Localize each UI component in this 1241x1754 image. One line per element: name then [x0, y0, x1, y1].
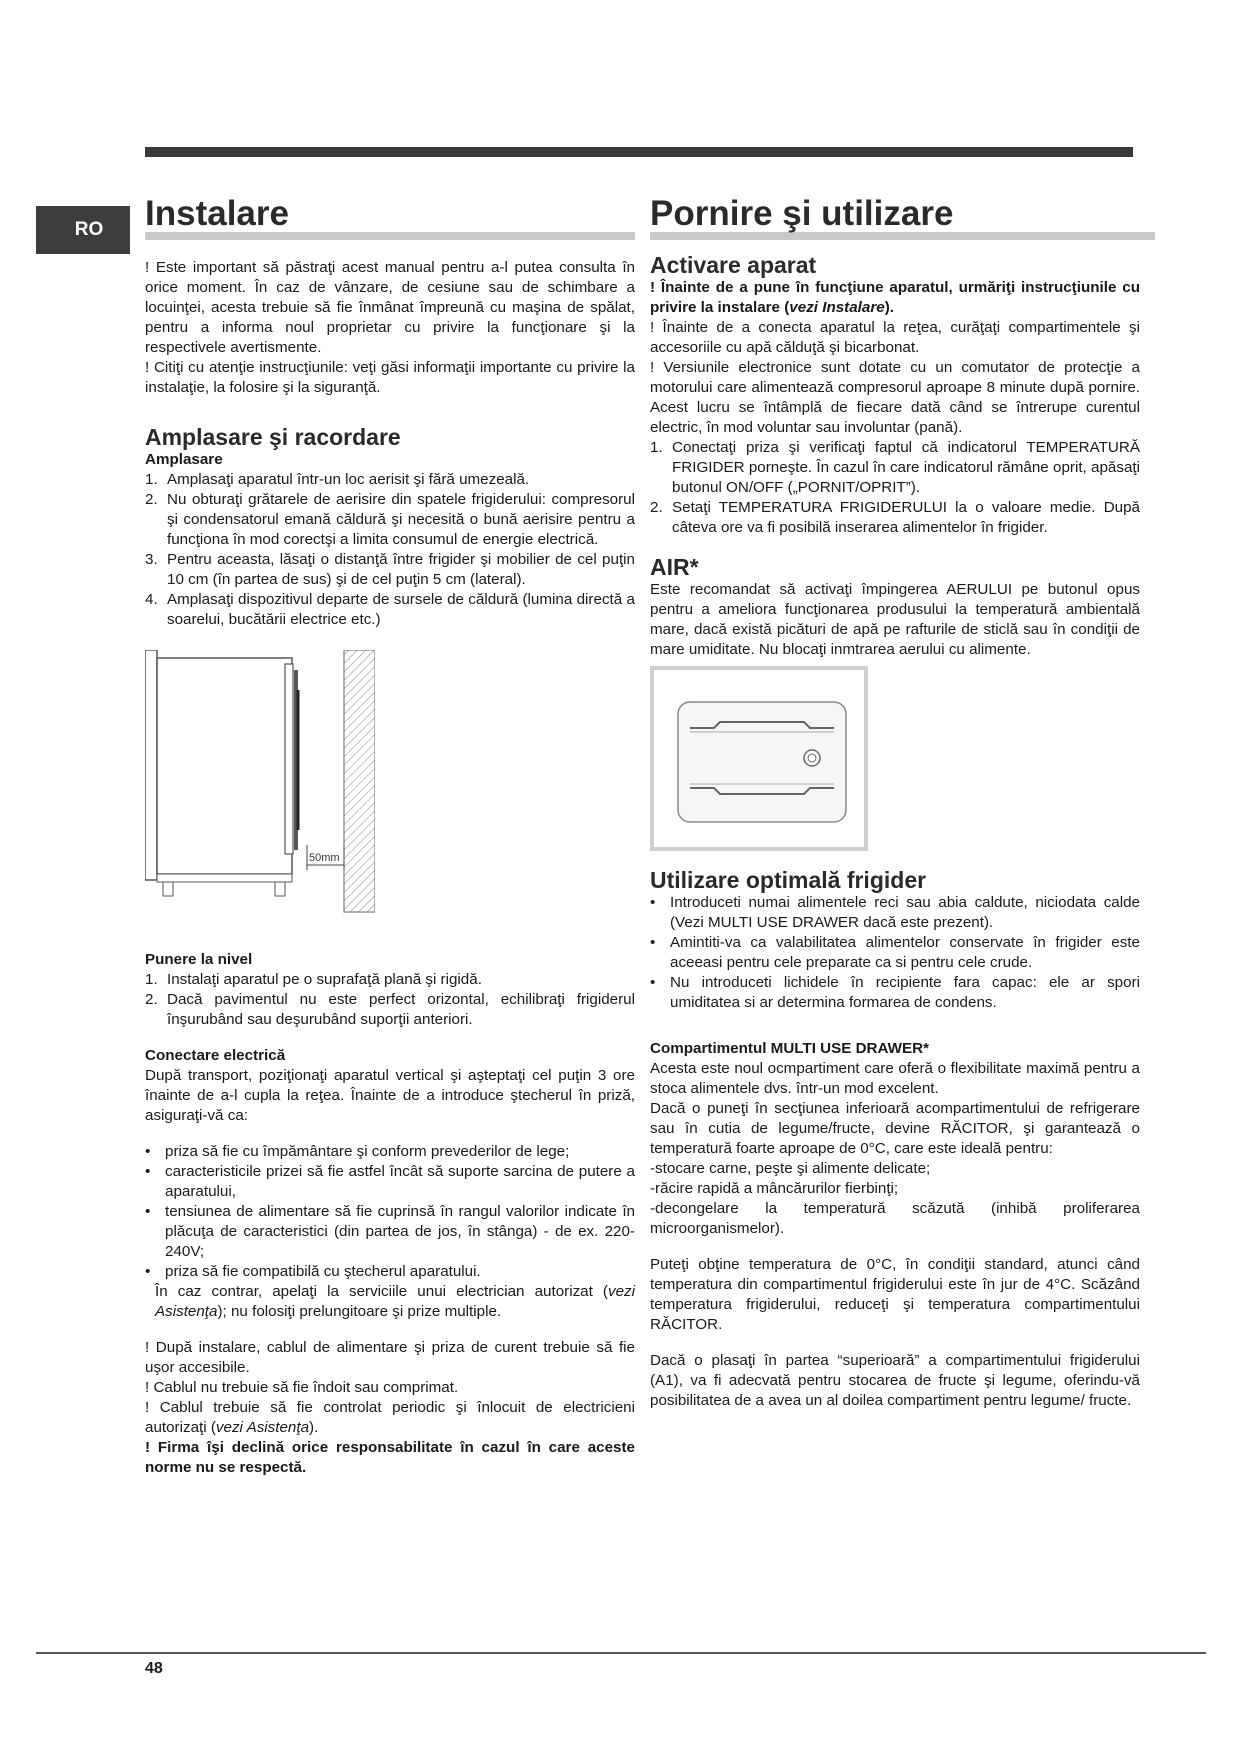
- drawer-paragraph-4: Dacă o plasaţi în partea “superioară” a compartimentului frigiderului (A1), va fi adecvată pentru stocarea de fructe şi legume, oferindu-vă posibilitatea de a avea un al doilea compartiment pentru legume/ fructe.: [650, 1352, 1140, 1409]
- list-item: 1. Conectaţi priza şi verificaţi faptul că indicatorul TEMPERATURĂ FRIGIDER porneşte. În cazul în care indicatorul rămâne oprit, apăsaţi butonul ON/OFF („PORNIT/OPRIT”).: [650, 439, 1140, 496]
- list-item: • priza să fie cu împământare şi conform prevederilor de lege;: [145, 1142, 635, 1162]
- drawer-paragraph-2: Dacă o puneţi în secţiunea inferioară acompartimentului de refrigerare sau în cutia de legume/fructe, devine RĂCITOR, şi garantează o temperatură foarte aproape de 0°C, care este ideală pentru:: [650, 1100, 1140, 1157]
- list-item: 4. Amplasaţi dispozitivul departe de sursele de căldură (lumina directă a soarelui, bucătării electrice etc.): [145, 591, 635, 628]
- air-title: AIR*: [650, 554, 699, 580]
- fridge-clearance-diagram: [145, 650, 375, 920]
- drawer-list-item: -decongelare la temperatură scăzută (inhibă proliferarea microorganismelor).: [650, 1200, 1140, 1237]
- level-title: Punere la nivel: [145, 951, 253, 968]
- drawer-title: Compartimentul MULTI USE DRAWER*: [650, 1040, 930, 1057]
- activate-list: [650, 438, 1140, 538]
- page-number: 48: [145, 1660, 163, 1677]
- placement-subtitle: Amplasare: [145, 451, 223, 468]
- footer-rule: [36, 1652, 1206, 1654]
- list-item: 1. Instalaţi aparatul pe o suprafaţă plană şi rigidă.: [145, 971, 482, 988]
- column-installation: [145, 194, 635, 1478]
- drawer-paragraph-1: Acesta este noul ocmpartiment care oferă o flexibilitate maximă pentru a stoca alimentele dvs. într-un mod excelent.: [650, 1060, 1140, 1097]
- intro-paragraph-2: ! Citiţi cu atenţie instrucţiunile: veţi găsi informaţii importante cu privire la instalaţie, la folosire şi la siguranţă.: [145, 359, 635, 396]
- note-disclaimer: ! Firma îşi declină orice responsabilitate în cazul în care aceste norme nu se respectă.: [145, 1439, 635, 1476]
- title-text: Instalare: [145, 194, 289, 233]
- note-3: ! Cablul trebuie să fie controlat periodic şi înlocuit de electricieni autorizaţi (vezi Asistenţa).: [145, 1399, 635, 1436]
- electric-list: [145, 1142, 635, 1282]
- intro-paragraph-1: ! Este important să păstraţi acest manual pentru a-l putea consulta în orice moment. În caz de vânzare, de cesiune sau de schimbare a locuinţei, acesta trebuie să fie înmânat împreună cu maşina de spălat, pentru a informa noul proprietar cu privire la funcţionare şi la respectivele avertismente.: [145, 259, 635, 356]
- list-item: 2. Setaţi TEMPERATURA FRIGIDERULUI la o valoare medie. După câteva ore va fi posibilă inserarea alimentelor în frigider.: [650, 499, 1140, 536]
- optimal-use-title: Utilizare optimală frigider: [650, 867, 927, 893]
- activate-paragraph-1: ! Înainte de a conecta aparatul la reţea, curăţaţi compartimentele şi accesoriile cu apă călduţă şi bicarbonat.: [650, 319, 1140, 356]
- activate-title: Activare aparat: [650, 252, 817, 278]
- drawer-list-item: -stocare carne, peşte şi alimente delicate;: [650, 1160, 931, 1177]
- list-item: 2. Dacă pavimentul nu este perfect orizontal, echilibraţi frigiderul înşurubând sau deşurubând suporţii anteriori.: [145, 991, 635, 1028]
- list-item: 1. Amplasaţi aparatul într-un loc aerisit şi fără umezeală.: [145, 471, 530, 488]
- drawer-list-item: -răcire rapidă a mâncărurilor fierbinţi;: [650, 1180, 899, 1197]
- electric-contrary: În caz contrar, apelaţi la serviciile unui electrician autorizat (vezi Asistenţa); nu folosiţi prelungitoare şi prize multiple.: [155, 1283, 635, 1320]
- air-paragraph: Este recomandat să activaţi împingerea AERULUI pe butonul opus pentru a ameliora funcţionarea produsului la temperatură ambientală mare, dacă există picături de apă pe rafturile de sticlă sau în condiţii de mare umiditate. Nu blocaţi inmtrarea aerului cu alimente.: [650, 581, 1140, 658]
- electric-title: Conectare electrică: [145, 1047, 286, 1064]
- placement-list: [145, 470, 635, 630]
- language-label: RO: [74, 219, 104, 240]
- title-text: Pornire şi utilizare: [650, 194, 954, 233]
- activate-paragraph-2: ! Versiunile electronice sunt dotate cu un comutator de protecţie a motorului care alimentează compresorul aproape 8 minute după pornire. Acest lucru se întâmplă de fiecare dată când se întrerupe curentul electric, în mod voluntar sau involuntar (pană).: [650, 359, 1140, 436]
- column-start-use: [650, 194, 1140, 1411]
- electric-intro: După transport, poziţionaţi aparatul vertical şi aşteptaţi cel puţin 3 ore înainte de a-l cupla la reţea. Înainte de a introduce ştecherul în priză, asiguraţi-vă ca:: [145, 1067, 635, 1124]
- list-item: • Amintiti-va ca valabilitatea alimentelor conservate în frigider este aceeasi pentru cele preparate ca si pentru cele crude.: [650, 933, 1140, 973]
- list-item: • caracteristicile prizei să fie astfel încât să suporte sarcina de putere a aparatului,: [145, 1162, 635, 1202]
- fridge-side-diagram: [145, 650, 375, 920]
- section-title-start-use: [650, 194, 1140, 240]
- list-item: • Nu introduceti lichidele în recipiente fara capac: ele ar spori umiditatea si ar determina formarea de condens.: [650, 973, 1140, 1013]
- list-item: 3. Pentru aceasta, lăsaţi o distanţă între frigider şi mobilier de cel puţin 10 cm (în partea de sus) şi de cel puţin 5 cm (lateral).: [145, 551, 635, 588]
- air-control-panel-illustration: [650, 666, 868, 851]
- list-item: • priza să fie compatibilă cu ştecherul aparatului.: [145, 1262, 635, 1282]
- language-tab: [36, 206, 130, 254]
- list-item: • tensiunea de alimentare să fie cuprinsă în rangul valorilor indicate în plăcuţa de caracteristici (din partea de jos, în stânga) - de ex. 220-240V;: [145, 1202, 635, 1262]
- list-item: • Introduceti numai alimentele reci sau abia caldute, niciodata calde (Vezi MULTI USE DRAWER dacă este prezent).: [650, 893, 1140, 933]
- activate-warning: ! Înainte de a pune în funcţiune aparatul, urmăriţi instrucţiunile cu privire la instalare (vezi Instalare).: [650, 279, 1140, 316]
- note-2: ! Cablul nu trebuie să fie îndoit sau comprimat.: [145, 1379, 459, 1396]
- section-title-installation: [145, 194, 635, 240]
- optimal-use-list: [650, 893, 1140, 1013]
- header-bar: [145, 147, 1133, 157]
- air-panel-drawing: [654, 670, 864, 847]
- list-item: 2. Nu obturaţi grătarele de aerisire din spatele frigiderului: compresorul şi condensatorul emană căldură şi necesită o bună aerisire pentru a funcţiona în mod corectşi a limita consumul de energie electrică.: [145, 491, 635, 548]
- note-1: ! După instalare, cablul de alimentare şi priza de curent trebuie să fie uşor accesibile.: [145, 1339, 635, 1376]
- drawer-paragraph-3: Puteţi obţine temperatura de 0°C, în condiţii standard, atunci când temperatura din compartimentul frigiderului este în jur de 4°C. Scăzând temperatura frigiderului, reduceţi şi temperatura compartimentului RĂCITOR.: [650, 1256, 1140, 1333]
- level-list: [145, 970, 635, 1030]
- placement-title: Amplasare şi racordare: [145, 424, 401, 450]
- clearance-label: 50mm: [309, 852, 340, 864]
